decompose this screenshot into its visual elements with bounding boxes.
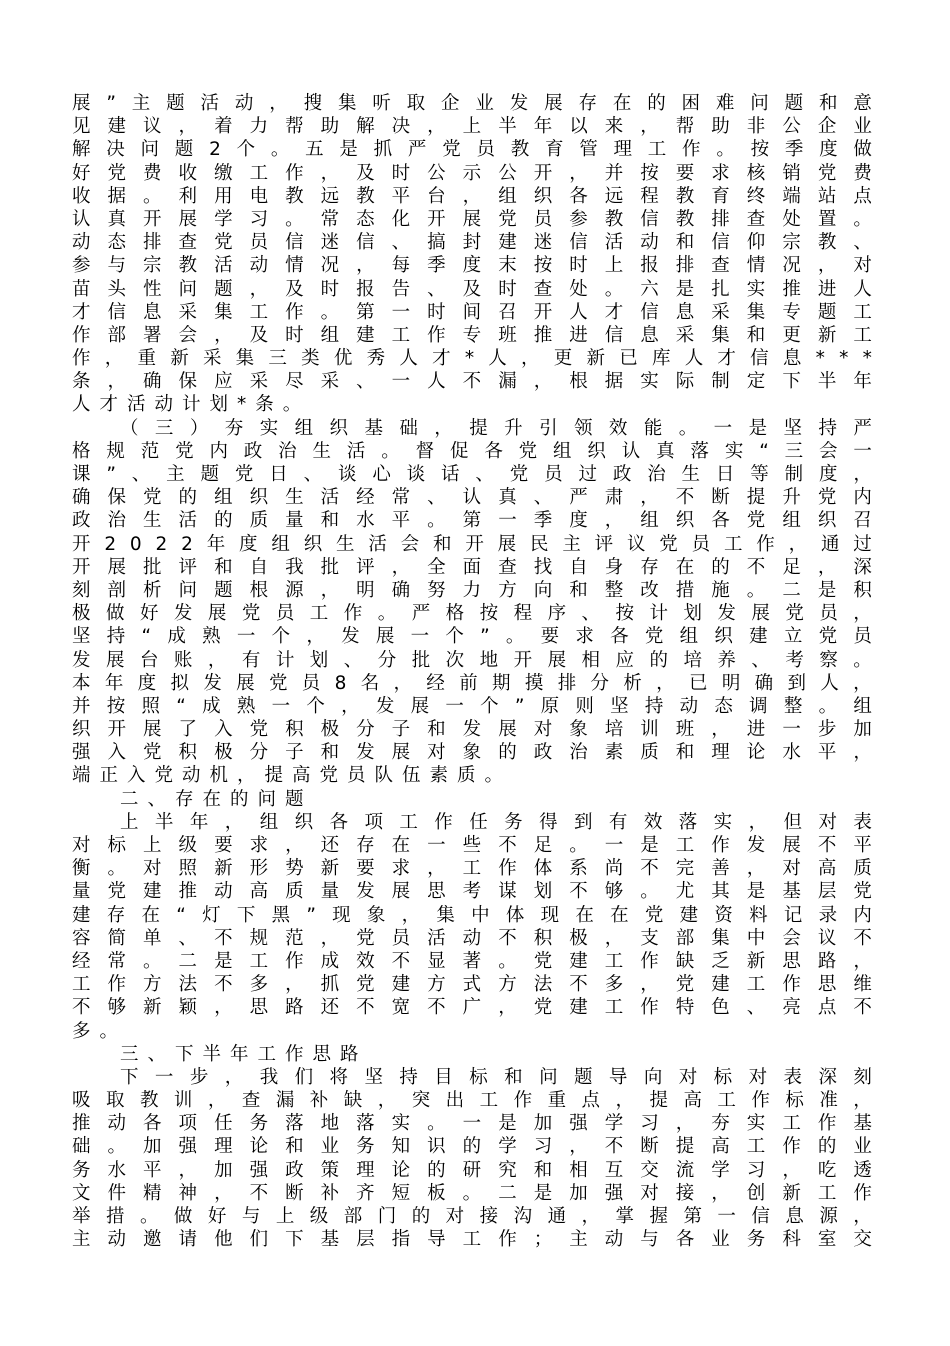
text-line: 本 年 度 拟 发 展 党 员 8 名 ， 经 前 期 摸 排 分 析 ， 已 明 确 到 人 ， [72, 672, 872, 694]
section-heading-problems: 二、存在的问题 [120, 788, 313, 810]
text-line: 刻 剖 析 问 题 根 源 ， 明 确 努 力 方 向 和 整 改 措 施 。 二 是 积 [72, 579, 872, 601]
text-line: 对 标 上 级 要 求 ， 还 存 在 一 些 不 足 。 一 是 工 作 发 展 不 平 [72, 835, 872, 856]
text-line: 开 展 批 评 和 自 我 批 评 ， 全 面 查 找 自 身 存 在 的 不 足 ， 深 [72, 556, 872, 578]
document-body [72, 92, 872, 1251]
text-line: 强 入 党 积 极 分 子 和 发 展 对 象 的 政 治 素 质 和 理 论 水 平 ， [72, 742, 872, 764]
text-line: 动 态 排 查 党 员 信 迷 信 、 搞 封 建 迷 信 活 动 和 信 仰 宗 教 、 [72, 232, 872, 254]
text-line: 础 。 加 强 理 论 和 业 务 知 识 的 学 习 ， 不 断 提 高 工 作 的 业 [72, 1136, 872, 1158]
text-line: 文 件 精 神 ， 不 断 补 齐 短 板 。 二 是 加 强 对 接 ， 创 新 工 作 [72, 1182, 872, 1204]
text-line: 建 存 在 “ 灯 下 黑 ” 现 象 ， 集 中 体 现 在 在 党 建 资 料 记 录 内 [72, 904, 872, 926]
text-line: 条 ， 确 保 应 采 尽 采 、 一 人 不 漏 ， 根 据 实 际 制 定 下 半 年 [72, 371, 872, 393]
text-line: 展 ” 主 题 活 动 ， 搜 集 听 取 企 业 发 展 存 在 的 困 难 问 题 和 意 [72, 93, 872, 114]
text-line: 多。 [72, 1020, 128, 1042]
text-line: 确 保 党 的 组 织 生 活 经 常 、 认 真 、 严 肃 ， 不 断 提 升 党 内 [72, 487, 872, 509]
text-line: 不 够 新 颖 ， 思 路 还 不 宽 不 广 ， 党 建 工 作 特 色 、 亮 点 不 [72, 997, 872, 1019]
text-line: 主 动 邀 请 他 们 下 基 层 指 导 工 作 ； 主 动 与 各 业 务 科 室 交 [72, 1229, 872, 1251]
text-line: 参 与 宗 教 活 动 情 况 ， 每 季 度 末 按 时 上 报 排 查 情 况 ， 对 [72, 255, 872, 277]
section-paragraph-start: 上 半 年 ， 组 织 各 项 工 作 任 务 得 到 有 效 落 实 ， 但 对 表 [120, 811, 872, 833]
text-line: 坚 持 “ 成 熟 一 个 ， 发 展 一 个 ” 。 要 求 各 党 组 织 建 立 党 员 [72, 626, 872, 648]
text-line: 推 动 各 项 任 务 落 地 落 实 。 一 是 加 强 学 习 ， 夯 实 工 作 基 [72, 1113, 872, 1135]
text-line: 好 党 费 收 缴 工 作 ， 及 时 公 示 公 开 ， 并 按 要 求 核 销 党 费 [72, 162, 872, 184]
text-line: 容 简 单 、 不 规 范 ， 党 员 活 动 不 积 极 ， 支 部 集 中 会 议 不 [72, 927, 872, 949]
text-line: 解 决 问 题 2 个 。 五 是 抓 严 党 员 教 育 管 理 工 作 。 按 季 度 做 [72, 139, 872, 161]
text-line: 开 2 0 2 2 年 度 组 织 生 活 会 和 开 展 民 主 评 议 党 员 工 作 ， 通 过 [72, 533, 872, 555]
section-heading-next-steps: 三、下半年工作思路 [120, 1043, 368, 1065]
text-line: 端正入党动机，提高党员队伍素质。 [72, 765, 513, 787]
text-line: 见 建 议 ， 着 力 帮 助 解 决 ， 上 半 年 以 来 ， 帮 助 非 公 企 业 [72, 116, 872, 138]
text-line: 课 ” 、 主 题 党 日 、 谈 心 谈 话 、 党 员 过 政 治 生 日 等 制 度 ， [72, 464, 872, 485]
text-line: 发 展 台 账 ， 有 计 划 、 分 批 次 地 开 展 相 应 的 培 养 、 考 察 。 [72, 649, 872, 671]
text-line: 并 按 照 “ 成 熟 一 个 ， 发 展 一 个 ” 原 则 坚 持 动 态 调 整 。 组 [72, 695, 872, 717]
text-line: 认 真 开 展 学 习 。 常 态 化 开 展 党 员 参 教 信 教 排 查 处 置 。 [72, 208, 872, 230]
text-line: 量 党 建 推 动 高 质 量 发 展 思 考 谋 划 不 够 。 尤 其 是 基 层 党 [72, 881, 872, 903]
section-paragraph-start: （ 三 ） 夯 实 组 织 基 础 ， 提 升 引 领 效 能 。 一 是 坚 持 严 [120, 417, 872, 439]
text-line: 举 措 。 做 好 与 上 级 部 门 的 对 接 沟 通 ， 掌 握 第 一 信 息 源 ， [72, 1206, 872, 1227]
text-line: 织 开 展 了 入 党 积 极 分 子 和 发 展 对 象 培 训 班 ， 进 一 步 加 [72, 719, 872, 741]
text-line: 吸 取 教 训 ， 查 漏 补 缺 ， 突 出 工 作 重 点 ， 提 高 工 作 标 准 ， [72, 1090, 872, 1112]
text-line: 经 常 。 二 是 工 作 成 效 不 显 著 。 党 建 工 作 缺 乏 新 思 路 ， [72, 950, 872, 972]
text-line: 收 据 。 利 用 电 教 远 教 平 台 ， 组 织 各 远 程 教 育 终 端 站 点 [72, 185, 872, 207]
text-line: 政 治 生 活 的 质 量 和 水 平 。 第 一 季 度 ， 组 织 各 党 组 织 召 [72, 510, 872, 532]
text-line: 才 信 息 采 集 工 作 。 第 一 时 间 召 开 人 才 信 息 采 集 专 题 工 [72, 301, 872, 323]
section-paragraph-start: 下 一 步 ， 我 们 将 坚 持 目 标 和 问 题 导 向 对 标 对 表 深 刻 [120, 1066, 872, 1088]
text-line: 务 水 平 ， 加 强 政 策 理 论 的 研 究 和 相 互 交 流 学 习 ， 吃 透 [72, 1159, 872, 1181]
text-line: 极 做 好 发 展 党 员 工 作 。 严 格 按 程 序 、 按 计 划 发 展 党 员 ， [72, 603, 872, 625]
text-line: 工 作 方 法 不 多 ， 抓 党 建 方 式 方 法 不 多 ， 党 建 工 作 思 维 [72, 974, 872, 996]
text-line: 衡 。 对 照 新 形 势 新 要 求 ， 工 作 体 系 尚 不 完 善 ， 对 高 质 [72, 858, 872, 880]
text-line: 作 ， 重 新 采 集 三 类 优 秀 人 才 * 人 ， 更 新 已 库 人 才 信 息 * * * [72, 348, 872, 370]
text-line: 作 部 署 会 ， 及 时 组 建 工 作 专 班 推 进 信 息 采 集 和 更 新 工 [72, 324, 872, 346]
text-line: 格 规 范 党 内 政 治 生 活 。 督 促 各 党 组 织 认 真 落 实 “ 三 会 一 [72, 440, 872, 462]
text-line: 人才活动计划*条。 [72, 394, 311, 416]
text-line: 苗 头 性 问 题 ， 及 时 报 告 、 及 时 查 处 。 六 是 扎 实 推 进 人 [72, 278, 872, 300]
